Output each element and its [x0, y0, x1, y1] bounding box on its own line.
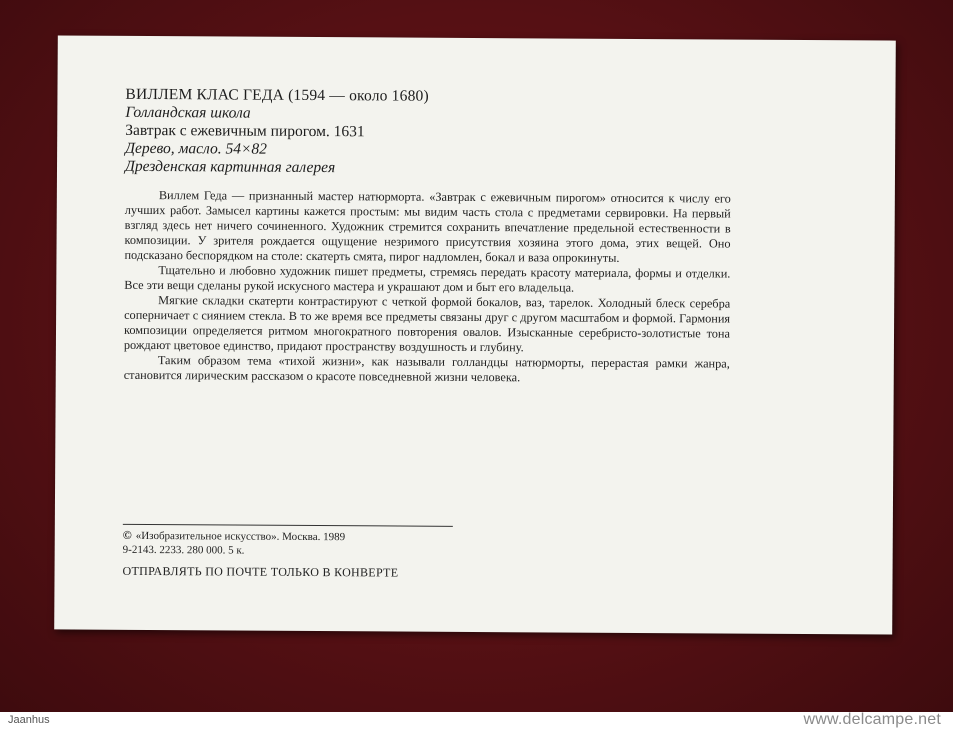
divider-line: [123, 524, 453, 527]
school-line: Голландская школа: [125, 103, 251, 122]
imprint-block: [123, 528, 346, 558]
paragraph: Тщательно и любовно художник пишет предметы, стремясь передать красоту материала, формы и отделки. Все эти вещи сделаны рукой искусного мастера и украшают дом и быт его владельца.: [124, 263, 731, 295]
paragraph: Таким образом тема «тихой жизни», как называли голландцы натюрморты, перерастая рамки жанра, становится лирическим рассказом о красоте повседневной жизни человека.: [123, 353, 730, 385]
work-title: Завтрак с ежевичным пирогом. 1631: [125, 121, 365, 141]
artist-title: ВИЛЛЕМ КЛАС ГЕДА (1594 — около 1680): [125, 85, 429, 105]
postcard: [54, 35, 896, 634]
watermark-left: Jaanhus: [8, 714, 50, 726]
send-note: ОТПРАВЛЯТЬ ПО ПОЧТЕ ТОЛЬКО В КОНВЕРТЕ: [122, 563, 399, 580]
paragraph: Виллем Геда — признанный мастер натюрморта. «Завтрак с ежевичным пирогом» относится к числу его лучших работ. Замысел картины кажется простым: мы видим часть стола с предметами сервировки. На первый взгляд здесь нет ничего сочиненного. Художник стремится сохранить впечатление предельной естественности в композиции. У зрителя рождается ощущение незримого присутствия хозяина этого дома, этих вещей. Оно подсказано беспорядком на столе: скатерть смята, пирог надломлен, бокал и ваза опрокинуты.: [124, 188, 731, 265]
publisher-line: «Изобразительное искусство». Москва. 1989: [135, 529, 346, 544]
copyright-icon: ©: [122, 527, 132, 542]
paragraph: Мягкие складки скатерти контрастируют с четкой формой бокалов, ваз, тарелок. Холодный блеск серебра соперничает с сиянием стекла. В то же время все предметы связаны друг с другом масштабом и формой. Гармония композиции определяется ритмом многократного повторения овалов. Изысканные серебристо-золотистые тона рождают цветовое единство, придают пространству воздушность и глубину.: [123, 293, 731, 355]
print-code: 9-2143. 2233. 280 000. 5 к.: [122, 543, 245, 557]
header-block: [125, 86, 826, 180]
description-text: [124, 188, 731, 387]
medium-line: Дерево, масло. 54×82: [125, 139, 268, 158]
watermark-right: www.delcampe.net: [803, 711, 941, 728]
museum-line: Дрезденская картинная галерея: [124, 157, 336, 177]
